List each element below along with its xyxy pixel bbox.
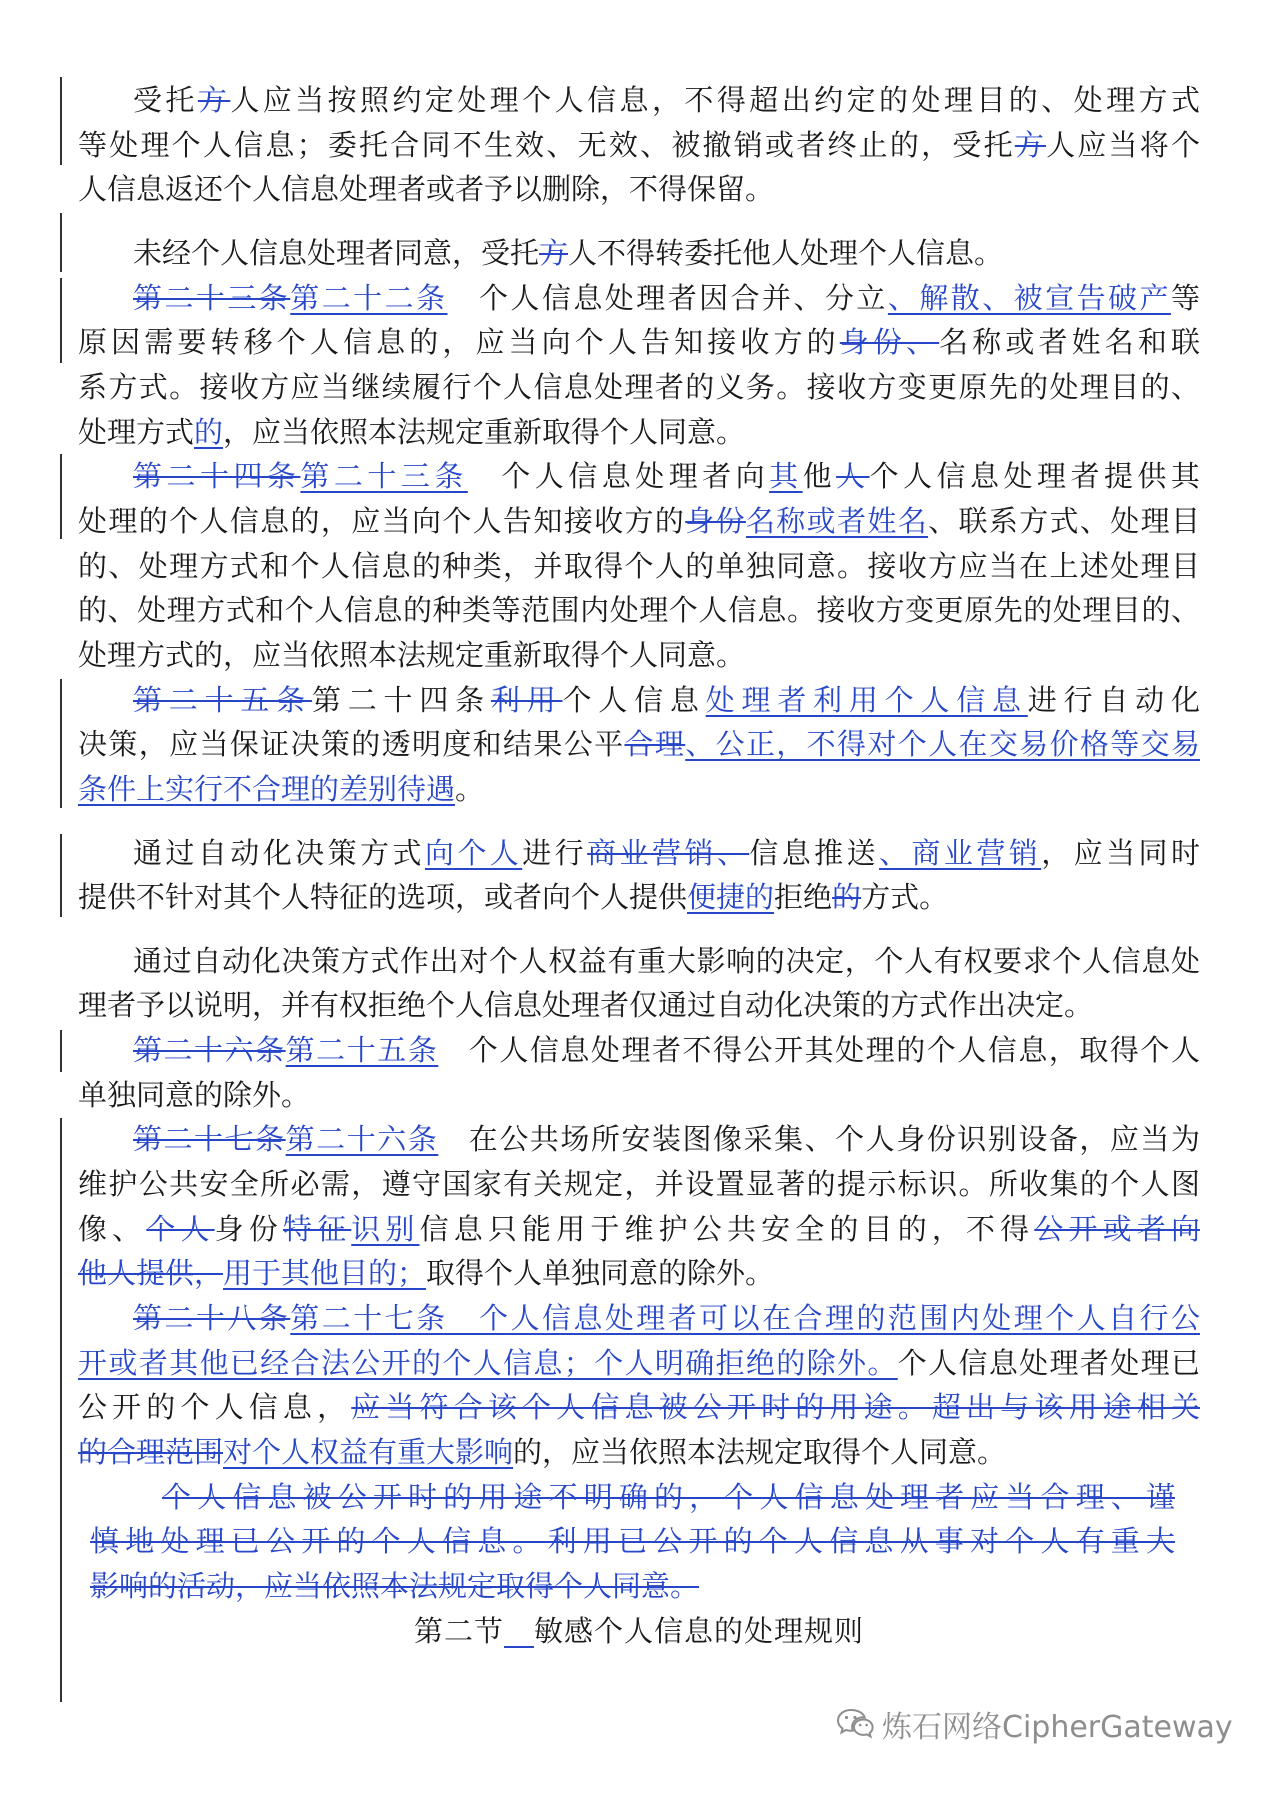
revision-bar: [60, 834, 62, 917]
deleted-text: 应当符合该个人信息被公开时的用途。超出与该用途相关: [351, 1390, 1200, 1425]
body-text: ，应当依照本法规定重新取得个人同意。: [223, 414, 746, 449]
text-line: [78, 983, 1200, 1028]
inserted-text: 开或者其他已经合法公开的个人信息；个人明确拒绝的除外。: [78, 1345, 898, 1380]
deleted-text: 个人: [146, 1211, 215, 1246]
inserted-text: 第二十七条 个人信息处理者可以在合理的范围内处理个人自行公: [290, 1301, 1200, 1336]
revision-bar: [60, 213, 62, 272]
inserted-text: 第二十二条: [290, 280, 448, 315]
deleted-text: 第二十五条: [133, 682, 312, 717]
paragraph: [78, 1475, 1200, 1609]
inserted-text: 、商业营销: [879, 835, 1042, 870]
deleted-text: 第二十八条: [133, 1301, 291, 1336]
text-line: [78, 767, 1200, 812]
deleted-text: 人: [836, 459, 870, 494]
text-line: [78, 1296, 1200, 1341]
text-line: [78, 544, 1200, 589]
text-line: [90, 1519, 1175, 1564]
paragraph: [78, 454, 1200, 677]
text-line: [78, 831, 1200, 876]
body-text: 人应当将个: [1046, 127, 1200, 162]
paragraph: [78, 231, 1200, 276]
revision-bar: [60, 278, 62, 363]
body-text: 提供不针对其个人特征的选项，或者向个人提供: [78, 880, 688, 915]
revision-bar: [60, 679, 62, 808]
body-text: 维护公共安全所必需，遵守国家有关规定，并设置显著的提示标识。所收集的个人图: [78, 1167, 1200, 1202]
body-text: 系方式。接收方应当继续履行个人信息处理者的义务。接收方变更原先的处理目的、: [78, 369, 1200, 404]
paragraph: [78, 276, 1200, 455]
body-text: 处理方式的，应当依照本法规定重新取得个人同意。: [78, 637, 746, 672]
text-line: [78, 1341, 1200, 1386]
text-line: [78, 410, 1200, 455]
deleted-text: 慎地处理已公开的个人信息。利用已公开的个人信息从事对个人有重大: [90, 1524, 1175, 1559]
body-text: 的，应当依照本法规定取得个人同意。: [513, 1435, 1007, 1470]
body-text: 名称或者姓名和联: [939, 325, 1200, 360]
body-text: 人不得转委托他人处理个人信息。: [568, 235, 1004, 270]
body-text: 通过自动化决策方式: [133, 835, 425, 870]
body-text: 取得个人单独同意的除外。: [426, 1256, 775, 1291]
body-text: 未经个人信息处理者同意，受托: [133, 235, 540, 270]
deleted-text: 方: [197, 83, 231, 117]
text-line: [78, 276, 1200, 321]
deleted-text: 利用: [490, 682, 563, 717]
body-text: 信息推送: [749, 835, 880, 870]
text-line: [78, 1207, 1200, 1252]
text-line: [90, 1475, 1175, 1520]
body-text: 第二节: [413, 1613, 504, 1648]
deleted-text: 身份、: [839, 325, 940, 360]
body-text: 人信息返还个人信息处理者或者予以删除，不得保留。: [78, 172, 775, 207]
wechat-icon: [836, 1707, 874, 1741]
revision-bar: [60, 77, 62, 165]
body-text: 拒绝: [774, 880, 833, 915]
text-line: [90, 1564, 1175, 1609]
inserted-text: 的: [194, 414, 224, 449]
deleted-text: 公开或者向: [1034, 1211, 1200, 1246]
text-line: [78, 1117, 1200, 1162]
inserted-text: 、公正，不得对个人在交易价格等交易: [685, 727, 1200, 762]
body-text: 的、处理方式和个人信息的种类等范围内处理个人信息。接收方变更原先的处理目的、: [78, 593, 1200, 628]
inserted-text: 便捷的: [687, 880, 775, 915]
body-text: 单独同意的除外。: [78, 1077, 311, 1112]
paragraph: [78, 78, 1200, 212]
body-text: 进行自动化: [1027, 682, 1200, 717]
deleted-text: 合理: [624, 727, 686, 762]
inserted-text: [504, 1614, 534, 1648]
paragraph: [78, 831, 1200, 920]
body-text: 处理方式: [78, 414, 195, 449]
inserted-text: 第二十六条: [285, 1122, 439, 1157]
text-line: [78, 633, 1200, 678]
body-text: 等处理个人信息；委托合同不生效、无效、被撤销或者终止的，受托: [78, 127, 1015, 162]
inserted-text: 处理者利用个人信息: [705, 682, 1028, 717]
deleted-text: 第二十六条: [133, 1033, 286, 1068]
body-text: 敏感个人信息的处理规则: [534, 1613, 865, 1648]
text-line: [78, 1028, 1200, 1073]
body-text: 个人信息处理者提供其: [869, 459, 1200, 494]
text-line: [78, 1385, 1200, 1430]
body-text: 个人信息: [562, 682, 706, 717]
watermark: [836, 1700, 1233, 1748]
body-text: 、联系方式、处理目: [928, 503, 1200, 538]
revision-bar: [60, 454, 62, 539]
body-text: 方式。: [861, 880, 949, 915]
text-line: [78, 365, 1200, 410]
body-text: 像、: [78, 1211, 147, 1246]
text-line: [78, 588, 1200, 633]
inserted-text: 识别: [351, 1211, 420, 1246]
text-line: [78, 1073, 1200, 1118]
deleted-text: 第二十四条: [133, 459, 301, 494]
paragraph: [78, 678, 1200, 812]
inserted-text: 用于其他目的；: [223, 1256, 427, 1291]
inserted-text: 向个人: [424, 835, 523, 870]
paragraph: [78, 1296, 1200, 1475]
text-line: [78, 722, 1200, 767]
body-text: 在公共场所安装图像采集、个人身份识别设备，应当为: [438, 1122, 1200, 1157]
body-text: 的、处理方式和个人信息的种类，并取得个人的单独同意。接收方应当在上述处理目: [78, 548, 1200, 583]
text-line: [78, 678, 1200, 723]
deleted-text: 特征: [282, 1211, 352, 1246]
text-line: [78, 123, 1200, 168]
body-text: 个人信息处理者处理已: [897, 1345, 1200, 1380]
body-text: 原因需要转移个人信息的，应当向个人告知接收方的: [78, 325, 840, 360]
deleted-text: 商业营销、: [587, 835, 750, 870]
revision-bar: [60, 1030, 62, 1072]
paragraph: [78, 1117, 1200, 1296]
paragraph: [78, 1028, 1200, 1117]
deleted-text: 的合理范围: [78, 1435, 224, 1470]
deleted-text: 影响的活动，应当依照本法规定取得个人同意。: [90, 1569, 700, 1603]
deleted-text: 的: [832, 880, 862, 915]
body-text: 理者予以说明，并有权拒绝个人信息处理者仅通过自动化决策的方式作出决定。: [78, 988, 1094, 1023]
inserted-text: 第二十五条: [285, 1033, 439, 1068]
deleted-text: 个人信息被公开时的用途不明确的，个人信息处理者应当合理、谨: [162, 1479, 1175, 1514]
deleted-text: 他人提供，: [78, 1256, 224, 1291]
text-line: [78, 167, 1200, 212]
text-line: [78, 231, 1200, 276]
inserted-text: 其: [769, 459, 803, 494]
deleted-text: 方: [539, 235, 569, 270]
text-line: [78, 1430, 1200, 1475]
text-line: [78, 499, 1200, 544]
body-text: 他: [802, 459, 837, 494]
text-line: [78, 78, 1200, 123]
text-line: [78, 939, 1200, 984]
text-line: [78, 320, 1200, 365]
watermark-text: 炼石网络CipherGateway: [882, 1710, 1233, 1745]
body-text: 。: [455, 771, 485, 806]
deleted-text: 第二十三条: [133, 280, 291, 315]
revision-bar: [60, 1118, 62, 1702]
body-text: 第二十四条: [311, 682, 491, 717]
body-text: 个人信息处理者不得公开其处理的个人信息，取得个人: [438, 1033, 1200, 1068]
deleted-text: 身份: [685, 503, 746, 538]
body-text: 信息只能用于维护公共安全的目的，不得: [419, 1211, 1035, 1246]
inserted-text: 、解散、被宣告破产: [887, 280, 1171, 315]
inserted-text: 名称或者姓名: [745, 503, 929, 538]
body-text: 个人信息处理者向: [467, 459, 770, 494]
body-text: 进行: [522, 835, 588, 870]
body-text: 决策，应当保证决策的透明度和结果公平: [78, 727, 625, 762]
text-line: [78, 1162, 1200, 1207]
deleted-text: 方: [1014, 127, 1047, 162]
body-text: 人应当按照约定处理个人信息，不得超出约定的处理目的、处理方式: [230, 83, 1200, 117]
body-text: 等: [1170, 280, 1200, 315]
body-text: 公开的个人信息，: [78, 1390, 352, 1425]
deleted-text: 第二十七条: [133, 1122, 286, 1157]
inserted-text: 对个人权益有重大影响: [223, 1435, 514, 1470]
paragraph: [78, 939, 1200, 1028]
document-body: [78, 78, 1200, 1653]
body-text: 个人信息处理者因合并、分立: [447, 280, 888, 315]
text-line: [78, 875, 1200, 920]
body-text: 通过自动化决策方式作出对个人权益有重大影响的决定，个人有权要求个人信息处: [133, 943, 1200, 978]
text-line: [78, 1251, 1200, 1296]
text-line: [78, 454, 1200, 499]
inserted-text: 条件上实行不合理的差别待遇: [78, 771, 456, 806]
inserted-text: 第二十三条: [300, 459, 468, 494]
body-text: 处理的个人信息的，应当向个人告知接收方的: [78, 503, 686, 538]
body-text: ，应当同时: [1041, 835, 1200, 870]
section-heading: [78, 1609, 1200, 1654]
body-text: 身份: [214, 1211, 283, 1246]
body-text: 受托: [133, 83, 198, 117]
